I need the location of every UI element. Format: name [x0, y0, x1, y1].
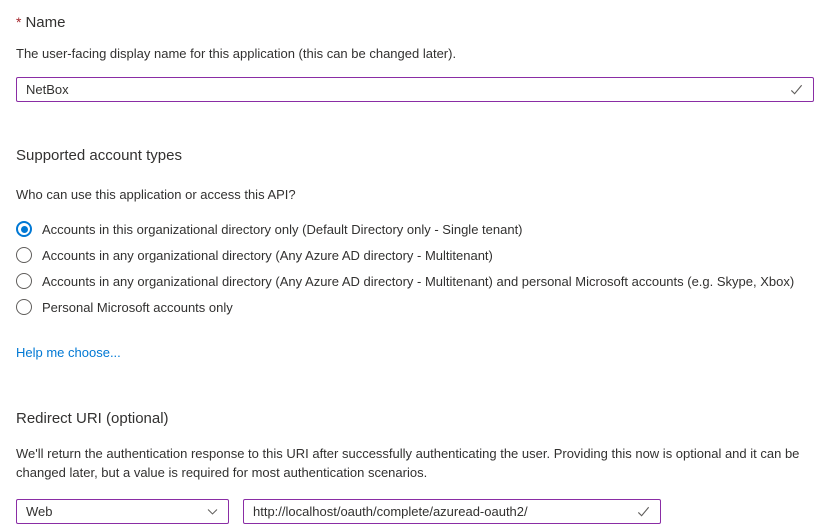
- radio-option-single-tenant[interactable]: [16, 216, 814, 242]
- redirect-uri-field-box: [243, 499, 661, 524]
- name-title-text: Name: [25, 14, 66, 31]
- account-types-question: Who can use this application or access this API?: [16, 187, 296, 202]
- redirect-uri-title: Redirect URI (optional): [16, 410, 169, 427]
- name-field-box: [16, 77, 814, 102]
- chevron-down-icon: [206, 505, 219, 518]
- radio-option-personal-only[interactable]: [16, 294, 814, 320]
- radio-option-label: Accounts in this organizational directory only (Default Directory only - Single tenant): [42, 221, 523, 237]
- name-valid-checkmark-icon: [789, 82, 804, 97]
- supported-account-types-section: [16, 146, 814, 362]
- platform-select[interactable]: [16, 499, 229, 524]
- redirect-uri-description: We'll return the authentication response to this URI after successfully authenticating the user. Providing this now is optional and it can be changed later, but a value is required for most authentication scenarios.: [16, 446, 800, 480]
- account-types-title: Supported account types: [16, 147, 182, 164]
- name-section-title: [16, 12, 814, 33]
- help-me-choose-link[interactable]: Help me choose...: [16, 345, 121, 360]
- radio-option-label: Accounts in any organizational directory (Any Azure AD directory - Multitenant) and personal Microsoft accounts (e.g. Skype, Xbox): [42, 273, 795, 289]
- platform-select-value: Web: [26, 504, 53, 519]
- name-input[interactable]: [26, 82, 781, 97]
- radio-circle-icon: [16, 273, 32, 289]
- redirect-uri-row: [16, 499, 814, 524]
- uri-valid-checkmark-icon: [636, 504, 651, 519]
- radio-option-multitenant[interactable]: [16, 242, 814, 268]
- redirect-uri-input[interactable]: [253, 504, 628, 519]
- name-description: The user-facing display name for this application (this can be changed later).: [16, 46, 457, 61]
- required-marker: *: [16, 14, 22, 30]
- redirect-uri-section: [16, 409, 814, 524]
- radio-circle-icon: [16, 299, 32, 315]
- account-type-radio-group: [16, 216, 814, 320]
- radio-option-label: Accounts in any organizational directory (Any Azure AD directory - Multitenant): [42, 247, 493, 263]
- radio-option-multitenant-personal[interactable]: [16, 268, 814, 294]
- radio-option-label: Personal Microsoft accounts only: [42, 299, 233, 315]
- name-section: [16, 12, 814, 102]
- radio-circle-icon: [16, 221, 32, 237]
- radio-circle-icon: [16, 247, 32, 263]
